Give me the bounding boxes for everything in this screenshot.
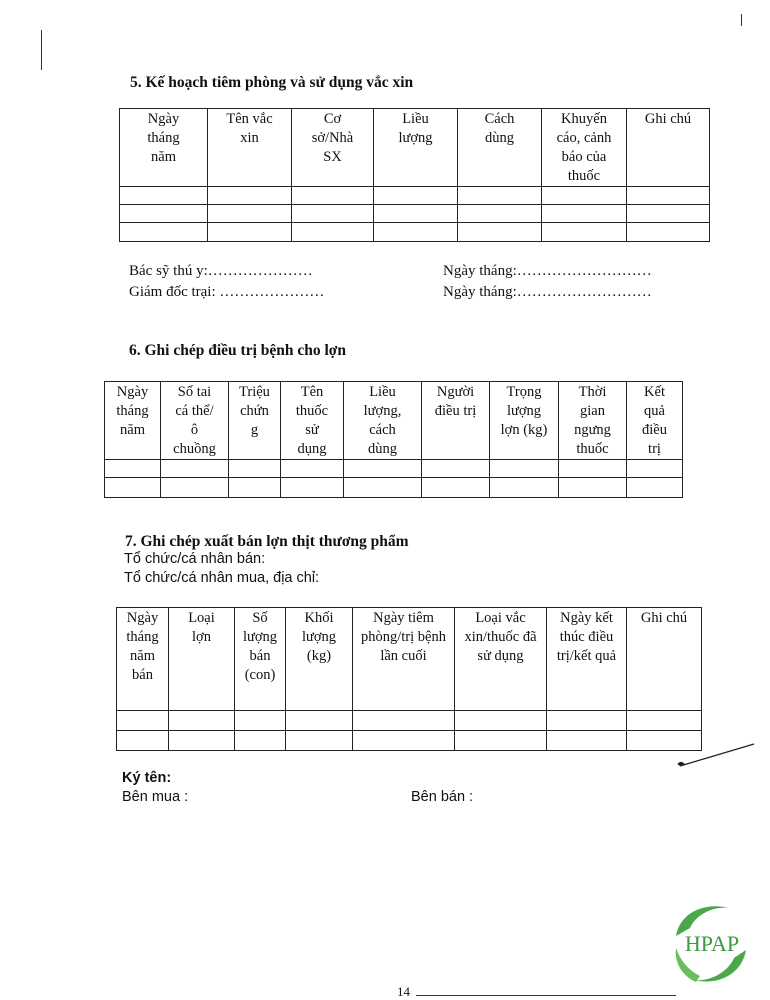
header-weight: Trọng lượng lợn (kg) [490,382,559,460]
table-cell[interactable] [161,460,229,478]
page-number-underline [416,995,676,996]
table-cell[interactable] [455,731,547,751]
table-cell[interactable] [208,223,292,242]
table-cell[interactable] [292,187,374,205]
director-signature-line: Giám đốc trại: ………………… [129,284,325,300]
table-row [105,460,683,478]
table-cell[interactable] [547,711,627,731]
header-ear-tag: Số tai cá thể/ ô chuồng [161,382,229,460]
header-treated-by: Người điều trị [422,382,490,460]
table-cell[interactable] [235,731,286,751]
table-cell[interactable] [458,205,542,223]
header-result: Kết quả điều trị [627,382,683,460]
header-weight: Khối lượng (kg) [286,608,353,711]
table-cell[interactable] [559,478,627,498]
table-cell[interactable] [490,478,559,498]
table-cell[interactable] [542,205,627,223]
table-row [105,478,683,498]
table-cell[interactable] [161,478,229,498]
table-cell[interactable] [627,205,710,223]
header-last-vaccination: Ngày tiêm phòng/trị bệnh lần cuối [353,608,455,711]
header-sale-date: Ngày tháng năm bán [117,608,169,711]
table-cell[interactable] [117,711,169,731]
table-cell[interactable] [542,187,627,205]
table-cell[interactable] [229,478,281,498]
buyer-address-label: Tổ chức/cá nhân mua, địa chỉ: [124,570,320,586]
table-cell[interactable] [490,460,559,478]
table-cell[interactable] [120,187,208,205]
table-row [117,731,702,751]
table-cell[interactable] [229,460,281,478]
vet-signature-line: Bác sỹ thú y:………………… [129,263,313,279]
header-drug-name: Tên thuốc sử dụng [281,382,344,460]
section-7-title: 7. Ghi chép xuất bán lợn thịt thương phẩm [125,533,409,550]
table-cell[interactable] [281,460,344,478]
table-cell[interactable] [422,478,490,498]
table-cell[interactable] [286,711,353,731]
vaccination-plan-table [119,108,710,242]
hpap-logo [666,898,758,990]
header-vaccine-name: Tên vắc xin [208,109,292,187]
table-cell[interactable] [374,205,458,223]
header-notes: Ghi chú [627,608,702,711]
table-cell[interactable] [627,711,702,731]
header-symptoms: Triệu chứn g [229,382,281,460]
seller-label: Tổ chức/cá nhân bán: [124,551,266,567]
pen-stroke-mark [676,740,756,772]
table-cell[interactable] [627,460,683,478]
header-withdrawal-time: Thời gian ngưng thuốc [559,382,627,460]
table-cell[interactable] [105,478,161,498]
table-cell[interactable] [547,731,627,751]
director-date-line: Ngày tháng:……………………… [443,284,652,300]
table-cell[interactable] [627,478,683,498]
table-cell[interactable] [344,460,422,478]
header-warnings: Khuyến cáo, cảnh báo của thuốc [542,109,627,187]
table-cell[interactable] [344,478,422,498]
table-cell[interactable] [292,205,374,223]
scan-margin-tick [741,14,742,26]
table-cell[interactable] [281,478,344,498]
header-dosage: Liều lượng [374,109,458,187]
table-cell[interactable] [208,187,292,205]
table-cell[interactable] [542,223,627,242]
table-cell[interactable] [117,731,169,751]
table-cell[interactable] [120,205,208,223]
sales-record-table [116,607,702,751]
header-dosage-usage: Liều lượng, cách dùng [344,382,422,460]
page-number: 14 [397,984,410,999]
table-row [117,711,702,731]
table-cell[interactable] [292,223,374,242]
section-5-title: 5. Kế hoạch tiêm phòng và sử dụng vắc xin [130,74,414,91]
treatment-record-table [104,381,683,498]
table-cell[interactable] [422,460,490,478]
header-treatment-end: Ngày kết thúc điều trị/kết quả [547,608,627,711]
table-cell[interactable] [169,711,235,731]
table-row [120,205,710,223]
table-cell[interactable] [235,711,286,731]
header-date: Ngày tháng năm [120,109,208,187]
header-usage: Cách dùng [458,109,542,187]
table-cell[interactable] [455,711,547,731]
section-6-title: 6. Ghi chép điều trị bệnh cho lợn [129,342,347,359]
table-row [120,187,710,205]
logo-text: HPAP [684,931,740,956]
table-cell[interactable] [169,731,235,751]
table-cell[interactable] [374,223,458,242]
table-cell[interactable] [286,731,353,751]
table-cell[interactable] [458,223,542,242]
seller-signature-label: Bên bán : [411,789,474,805]
table-cell[interactable] [208,205,292,223]
header-pig-type: Loại lợn [169,608,235,711]
header-quantity: Số lượng bán (con) [235,608,286,711]
table-cell[interactable] [374,187,458,205]
table-cell[interactable] [627,187,710,205]
table-cell[interactable] [353,731,455,751]
table-cell[interactable] [353,711,455,731]
table-cell[interactable] [105,460,161,478]
header-date: Ngày tháng năm [105,382,161,460]
scan-margin-mark [41,30,42,70]
vet-date-line: Ngày tháng:……………………… [443,263,652,279]
header-vaccine-drug-used: Loại vắc xin/thuốc đã sử dụng [455,608,547,711]
table-cell[interactable] [458,187,542,205]
table-cell[interactable] [627,223,710,242]
buyer-signature-label: Bên mua : [122,789,189,805]
signature-title: Ký tên: [122,770,172,786]
header-manufacturer: Cơ sở/Nhà SX [292,109,374,187]
table-row [120,223,710,242]
table-cell[interactable] [120,223,208,242]
table-cell[interactable] [559,460,627,478]
header-notes: Ghi chú [627,109,710,187]
